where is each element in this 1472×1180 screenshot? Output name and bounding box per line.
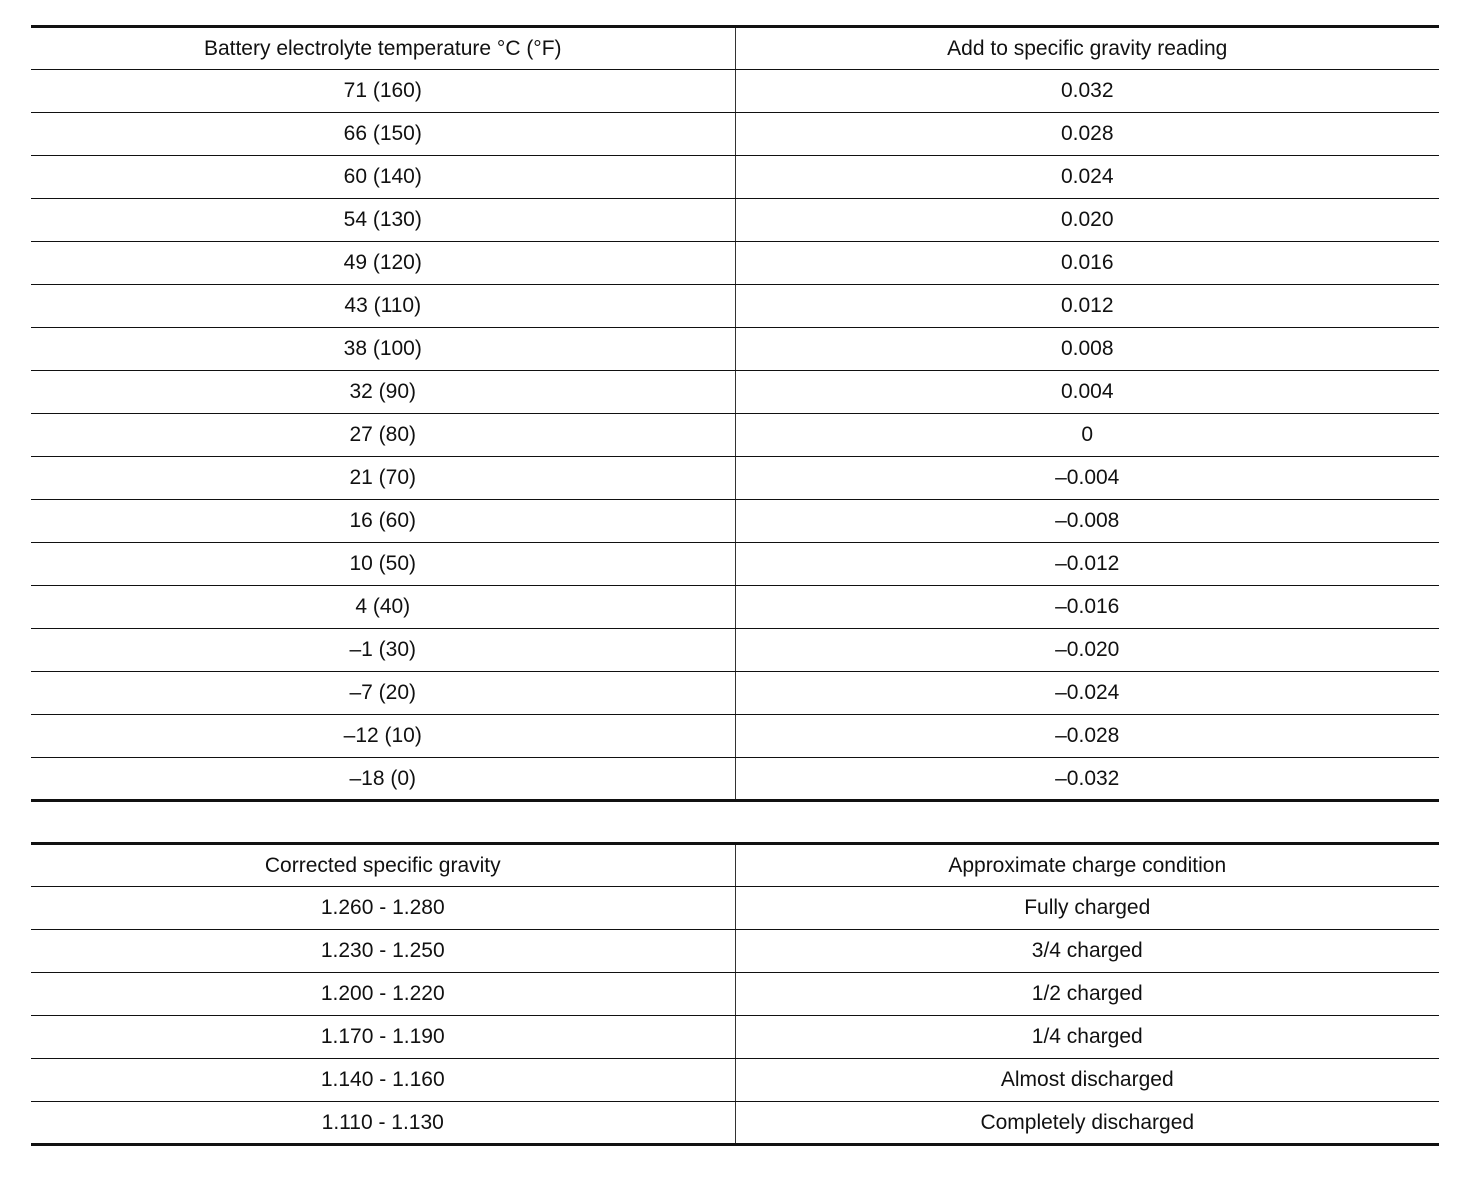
temperature-correction-table xyxy=(31,25,1439,802)
gravity-range-cell: 1.170 - 1.190 xyxy=(31,1016,735,1059)
table-row xyxy=(31,1016,1439,1059)
temperature-cell: 54 (130) xyxy=(31,199,735,242)
charge-condition-cell: Almost discharged xyxy=(735,1059,1439,1102)
table-row xyxy=(31,672,1439,715)
temperature-cell: –12 (10) xyxy=(31,715,735,758)
adjustment-cell: –0.020 xyxy=(735,629,1439,672)
temperature-cell: –1 (30) xyxy=(31,629,735,672)
adjustment-cell: 0.012 xyxy=(735,285,1439,328)
adjustment-cell: 0.016 xyxy=(735,242,1439,285)
column-header-charge-condition: Approximate charge condition xyxy=(735,844,1439,887)
table-row xyxy=(31,930,1439,973)
table-row xyxy=(31,543,1439,586)
table-row xyxy=(31,156,1439,199)
table-header-row xyxy=(31,27,1439,70)
charge-condition-cell: 1/2 charged xyxy=(735,973,1439,1016)
adjustment-cell: 0.032 xyxy=(735,70,1439,113)
table-row xyxy=(31,242,1439,285)
table-row xyxy=(31,1059,1439,1102)
charge-condition-cell: Fully charged xyxy=(735,887,1439,930)
temperature-cell: 66 (150) xyxy=(31,113,735,156)
adjustment-cell: –0.004 xyxy=(735,457,1439,500)
temperature-cell: 49 (120) xyxy=(31,242,735,285)
temperature-cell: 21 (70) xyxy=(31,457,735,500)
adjustment-cell: 0.008 xyxy=(735,328,1439,371)
table-row xyxy=(31,113,1439,156)
temperature-cell: 71 (160) xyxy=(31,70,735,113)
charge-condition-table xyxy=(31,842,1439,1146)
temperature-cell: 60 (140) xyxy=(31,156,735,199)
table-row xyxy=(31,70,1439,113)
temperature-cell: 27 (80) xyxy=(31,414,735,457)
charge-condition-cell: 1/4 charged xyxy=(735,1016,1439,1059)
adjustment-cell: 0.028 xyxy=(735,113,1439,156)
adjustment-cell: 0 xyxy=(735,414,1439,457)
table-row xyxy=(31,887,1439,930)
table-row xyxy=(31,199,1439,242)
adjustment-cell: 0.024 xyxy=(735,156,1439,199)
adjustment-cell: –0.016 xyxy=(735,586,1439,629)
adjustment-cell: –0.024 xyxy=(735,672,1439,715)
table-row xyxy=(31,371,1439,414)
adjustment-cell: –0.012 xyxy=(735,543,1439,586)
charge-condition-cell: 3/4 charged xyxy=(735,930,1439,973)
table-row xyxy=(31,973,1439,1016)
temperature-cell: 38 (100) xyxy=(31,328,735,371)
table-header-row xyxy=(31,844,1439,887)
table-row xyxy=(31,586,1439,629)
gravity-range-cell: 1.140 - 1.160 xyxy=(31,1059,735,1102)
table-row xyxy=(31,629,1439,672)
temperature-cell: 10 (50) xyxy=(31,543,735,586)
table-row xyxy=(31,414,1439,457)
gravity-range-cell: 1.200 - 1.220 xyxy=(31,973,735,1016)
gravity-range-cell: 1.260 - 1.280 xyxy=(31,887,735,930)
table-row xyxy=(31,500,1439,543)
temperature-cell: –7 (20) xyxy=(31,672,735,715)
column-header-gravity-adjustment: Add to specific gravity reading xyxy=(735,27,1439,70)
adjustment-cell: –0.032 xyxy=(735,758,1439,801)
gravity-range-cell: 1.110 - 1.130 xyxy=(31,1102,735,1145)
table-row xyxy=(31,328,1439,371)
temperature-cell: 16 (60) xyxy=(31,500,735,543)
column-header-temperature: Battery electrolyte temperature °C (°F) xyxy=(31,27,735,70)
adjustment-cell: –0.008 xyxy=(735,500,1439,543)
table-row xyxy=(31,758,1439,801)
table-row xyxy=(31,285,1439,328)
temperature-cell: 32 (90) xyxy=(31,371,735,414)
table-row xyxy=(31,457,1439,500)
adjustment-cell: 0.020 xyxy=(735,199,1439,242)
gravity-range-cell: 1.230 - 1.250 xyxy=(31,930,735,973)
temperature-cell: 43 (110) xyxy=(31,285,735,328)
charge-condition-cell: Completely discharged xyxy=(735,1102,1439,1145)
adjustment-cell: 0.004 xyxy=(735,371,1439,414)
table-row xyxy=(31,1102,1439,1145)
adjustment-cell: –0.028 xyxy=(735,715,1439,758)
temperature-cell: 4 (40) xyxy=(31,586,735,629)
column-header-corrected-gravity: Corrected specific gravity xyxy=(31,844,735,887)
temperature-cell: –18 (0) xyxy=(31,758,735,801)
table-row xyxy=(31,715,1439,758)
